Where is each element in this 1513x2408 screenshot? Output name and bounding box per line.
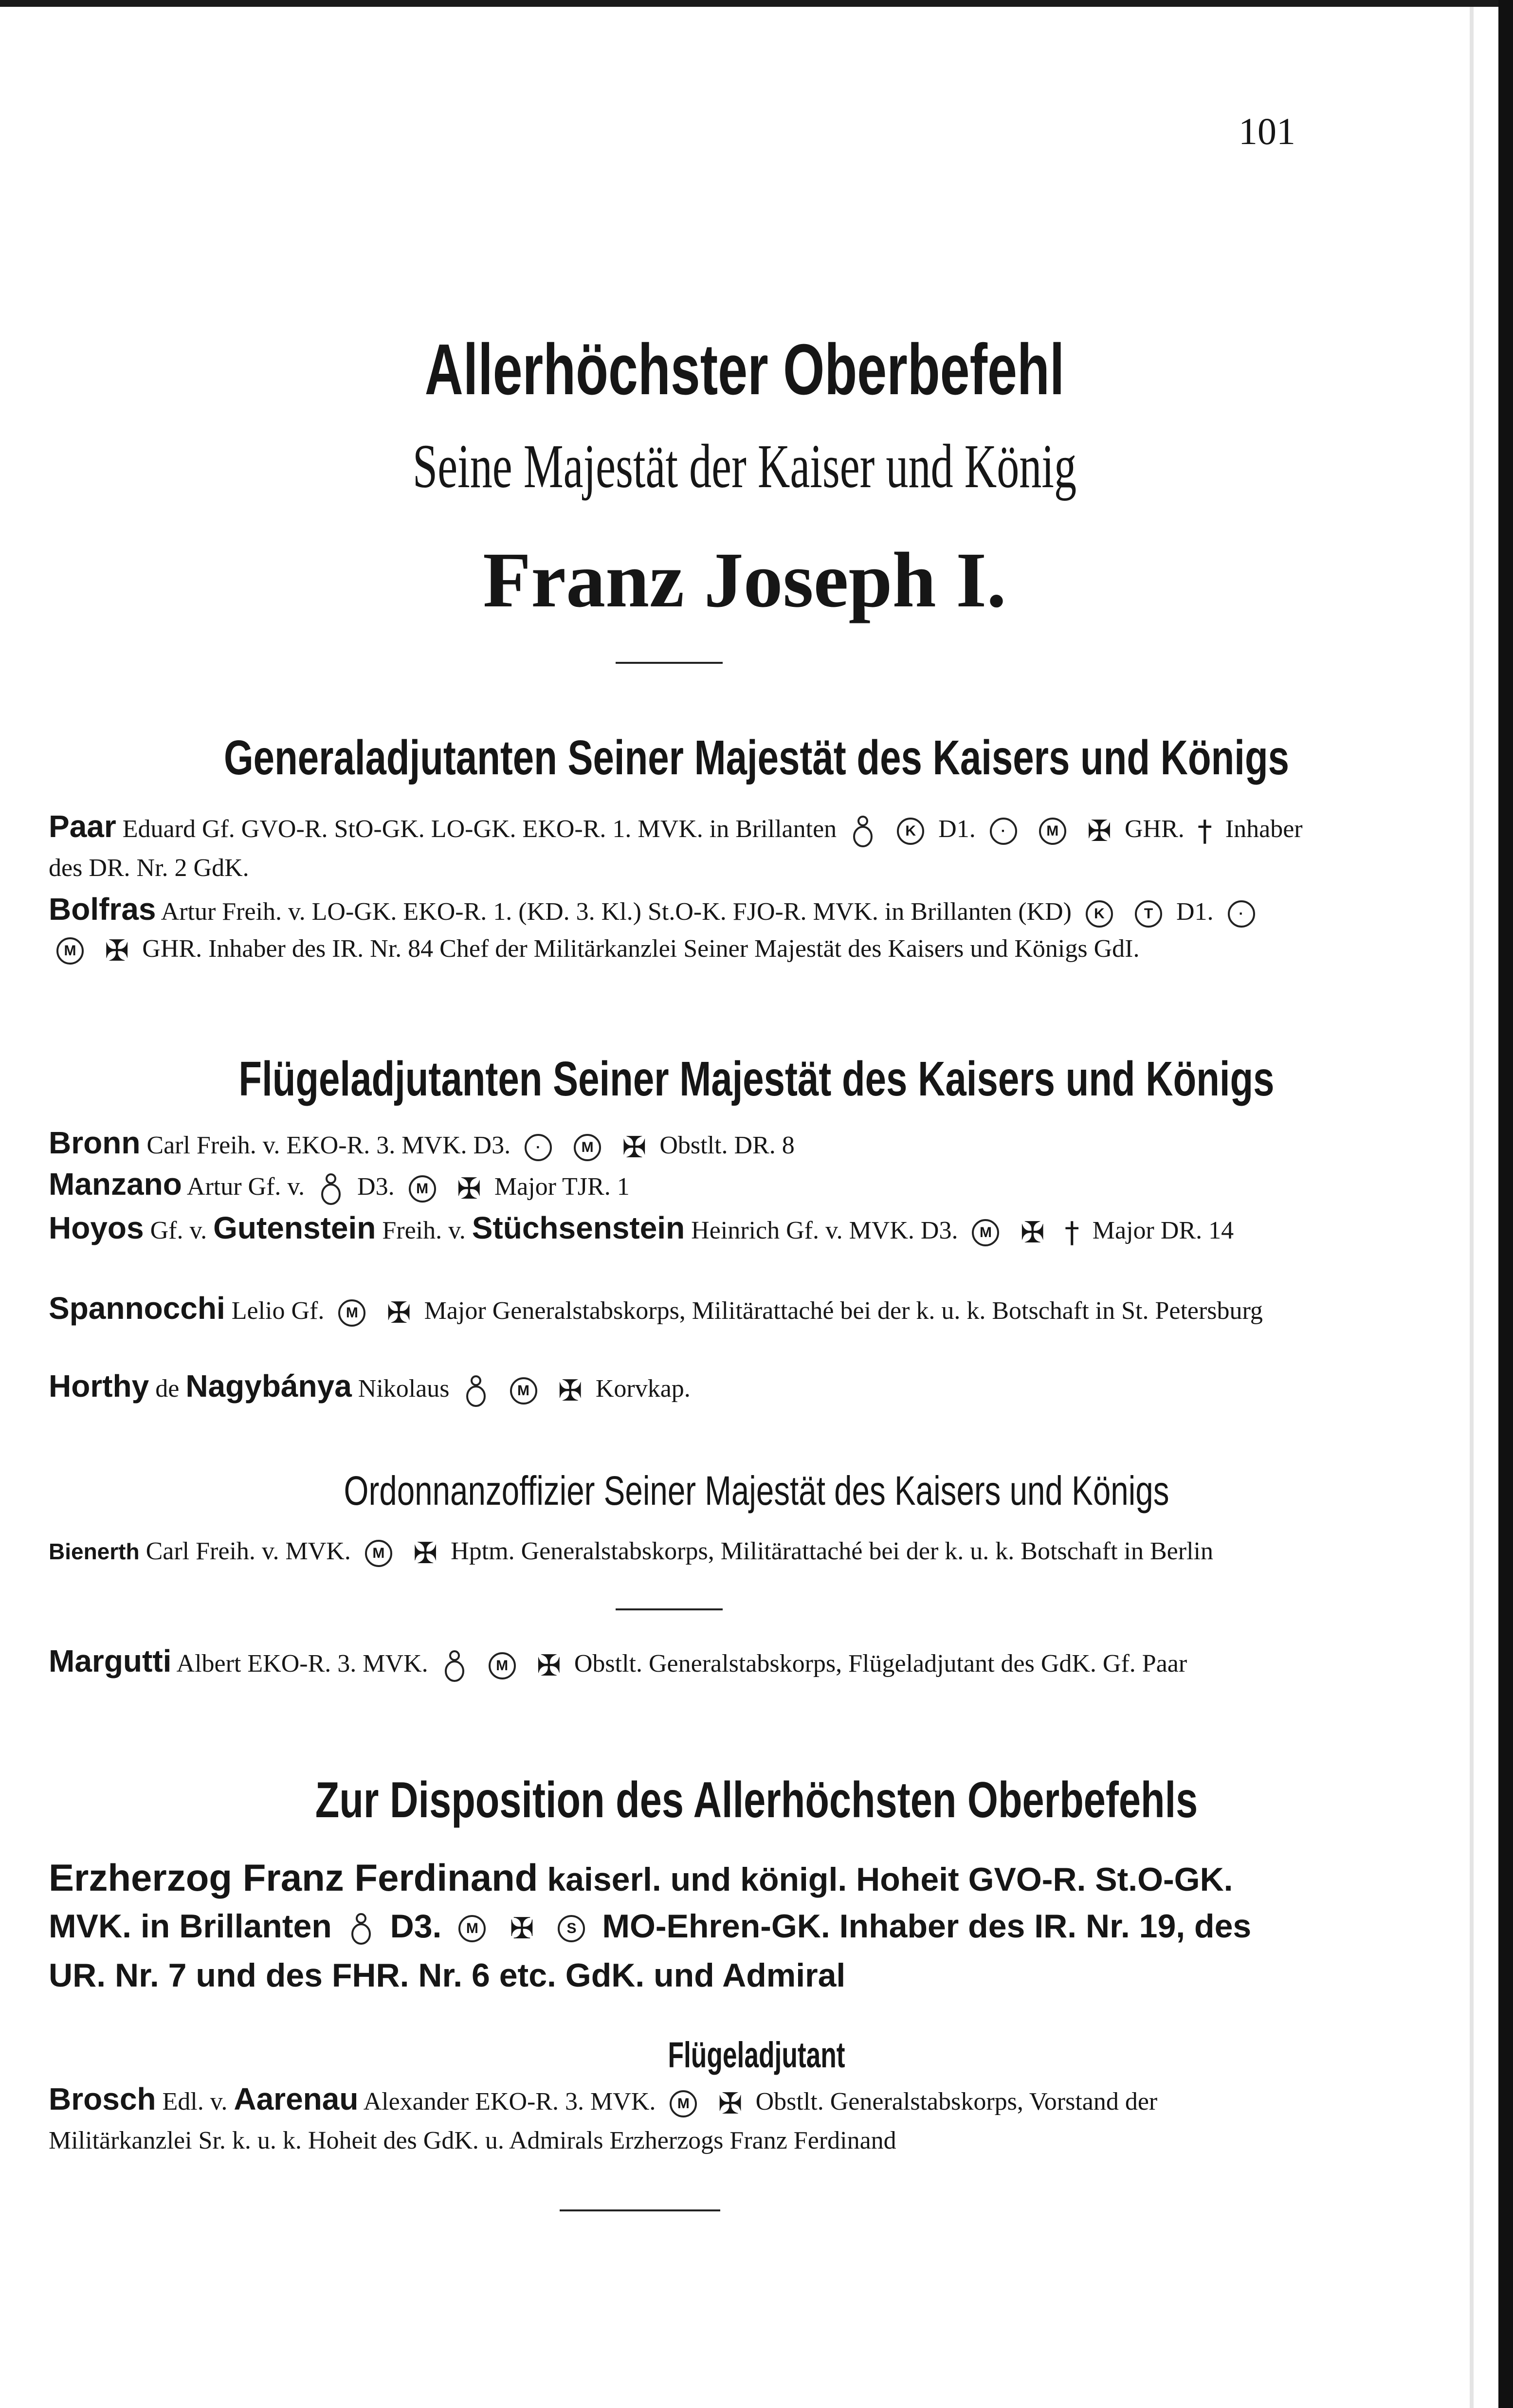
page-number: 101 <box>1239 110 1295 152</box>
m-circle-icon: M <box>458 1915 486 1942</box>
entry-text: Freih. v. <box>376 1217 472 1244</box>
entry-name: Manzano <box>49 1167 182 1202</box>
m-circle-icon: M <box>365 1540 392 1567</box>
entry-text: D3. <box>351 1173 395 1201</box>
entry-divider <box>616 1608 723 1610</box>
entry-text: Korvkap. <box>589 1375 691 1403</box>
section-heading-ordonnanzoffizier: Ordonnanzoffizier Seiner Majestät des Kaisers und Königs <box>344 1468 1169 1514</box>
entry-text: Gf. v. <box>144 1217 214 1244</box>
entry-text: Obstlt. Generalstabskorps, Flügeladjutant des GdK. Gf. Paar <box>567 1650 1187 1678</box>
dot-circle-icon: · <box>525 1134 552 1161</box>
dot-circle-icon: · <box>1228 900 1255 928</box>
dagger-icon: † <box>1197 814 1212 849</box>
cross-icon: ✠ <box>413 1536 438 1571</box>
m-circle-icon: M <box>1039 818 1066 845</box>
entry-text: MO-Ehren-GK. Inhaber des IR. Nr. 19, des UR. Nr. 7 und des FHR. Nr. 6 etc. GdK. und Admiral <box>49 1908 1252 1994</box>
entry-text: GHR. <box>1118 815 1185 843</box>
entry-spannocchi <box>49 1290 1304 1332</box>
s-circle-icon: S <box>558 1915 585 1942</box>
decoration-badge-icon <box>319 1172 343 1206</box>
m-circle-icon: M <box>338 1299 365 1327</box>
entry-franz-ferdinand <box>49 1854 1304 1999</box>
entry-manzano <box>49 1166 1304 1207</box>
dot-circle-icon: · <box>990 818 1017 845</box>
entry-hoyos <box>49 1209 1304 1251</box>
entry-text: Obstlt. DR. 8 <box>653 1131 795 1159</box>
entry-bronn <box>49 1124 1304 1166</box>
m-circle-icon: M <box>489 1652 516 1679</box>
entry-name: Bolfras <box>49 892 156 927</box>
t-circle-icon: T <box>1135 900 1162 928</box>
m-circle-icon: M <box>574 1134 601 1161</box>
decoration-badge-icon <box>464 1374 488 1408</box>
entry-paar <box>49 808 1304 887</box>
entry-name: Bronn <box>49 1125 141 1160</box>
emperor-name: Franz Joseph I. <box>483 537 1006 624</box>
entry-text: GHR. Inhaber des IR. Nr. 84 Chef der Militärkanzlei Seiner Majestät des Kaisers und Königs GdI. <box>136 935 1140 963</box>
entry-text: Lelio Gf. <box>225 1297 325 1325</box>
entry-text: Inhaber des DR. Nr. 2 GdK. <box>49 815 1303 882</box>
m-circle-icon: M <box>409 1175 436 1203</box>
cross-icon: ✠ <box>456 1172 481 1206</box>
cross-icon: ✠ <box>1087 814 1112 849</box>
entry-name: Bienerth <box>49 1539 140 1564</box>
entry-text: Albert EKO-R. 3. MVK. <box>171 1650 428 1678</box>
entry-text: D1. <box>932 815 976 843</box>
sub-heading-fluegeladjutant: Flügeladjutant <box>668 2035 845 2075</box>
entry-name: Hoyos <box>49 1210 144 1245</box>
scan-border-top <box>0 0 1513 7</box>
cross-icon: ✠ <box>105 934 129 968</box>
scan-border-right <box>1498 0 1513 2408</box>
m-circle-icon: M <box>972 1219 999 1246</box>
entry-margutti <box>49 1642 1304 1684</box>
entry-text: Major Generalstabskorps, Militärattaché bei der k. u. k. Botschaft in St. Petersburg <box>418 1297 1263 1325</box>
entry-text: de <box>149 1375 186 1403</box>
decoration-badge-icon <box>442 1649 467 1683</box>
m-circle-icon: M <box>56 937 84 965</box>
cross-icon: ✠ <box>1020 1216 1045 1250</box>
entry-name: Paar <box>49 809 116 844</box>
entry-name: Stüchsenstein <box>472 1210 685 1245</box>
page-subtitle: Seine Majestät der Kaiser und König <box>412 432 1077 501</box>
cross-icon: ✠ <box>510 1912 534 1946</box>
entry-text: D1. <box>1169 898 1214 926</box>
entry-brosch <box>49 2080 1304 2159</box>
entry-horthy <box>49 1368 1304 1409</box>
page-title: Allerhöchster Oberbefehl <box>424 329 1065 410</box>
entry-text: kaiserl. und königl. Hoheit GVO-R. St.O-GK. MVK. in Brillanten <box>49 1861 1233 1945</box>
section-heading-zur-disposition: Zur Disposition des Allerhöchsten Oberbefehls <box>315 1772 1198 1828</box>
entry-text: Nikolaus <box>351 1375 450 1403</box>
entry-text: Carl Freih. v. MVK. <box>139 1537 351 1565</box>
section-heading-generaladjutanten: Generaladjutanten Seiner Majestät des Kaisers und Königs <box>224 730 1289 785</box>
entry-text: Major DR. 14 <box>1086 1217 1234 1244</box>
entry-text: Major TJR. 1 <box>488 1173 630 1201</box>
entry-text: D3. <box>381 1908 442 1945</box>
k-circle-icon: K <box>1086 900 1113 928</box>
entry-name: Nagybánya <box>185 1368 352 1404</box>
entry-bolfras <box>49 891 1304 969</box>
cross-icon: ✠ <box>558 1374 583 1408</box>
entry-name: Gutenstein <box>213 1210 376 1245</box>
decoration-badge-icon <box>851 814 875 848</box>
entry-text: Alexander EKO-R. 3. MVK. <box>358 2088 656 2116</box>
entry-text: Artur Gf. v. <box>182 1173 305 1201</box>
m-circle-icon: M <box>510 1377 537 1405</box>
entry-name: Spannocchi <box>49 1291 225 1326</box>
section-heading-fluegeladjutanten: Flügeladjutanten Seiner Majestät des Kaisers und Königs <box>238 1052 1275 1106</box>
entry-bienerth <box>49 1533 1304 1572</box>
m-circle-icon: M <box>670 2090 697 2117</box>
cross-icon: ✠ <box>622 1131 647 1165</box>
entry-name: Erzherzog Franz Ferdinand <box>49 1856 538 1899</box>
cross-icon: ✠ <box>536 1649 561 1683</box>
entry-text: Artur Freih. v. LO-GK. EKO-R. 1. (KD. 3. Kl.) St.O-K. FJO-R. MVK. in Brillanten (KD) <box>156 898 1072 926</box>
entry-text: Eduard Gf. GVO-R. StO-GK. LO-GK. EKO-R. 1. MVK. in Brillanten <box>116 815 837 843</box>
k-circle-icon: K <box>897 818 924 845</box>
entry-name: Margutti <box>49 1643 172 1678</box>
entry-text: Carl Freih. v. EKO-R. 3. MVK. D3. <box>140 1131 511 1159</box>
entry-text: Obstlt. Generalstabskorps, Vorstand der Militärkanzlei Sr. k. u. k. Hoheit des GdK. u. Admirals Erzherzogs Franz Ferdinand <box>49 2088 1158 2155</box>
dagger-icon: † <box>1064 1216 1079 1250</box>
entry-text: Heinrich Gf. v. MVK. D3. <box>685 1217 958 1244</box>
entry-name: Horthy <box>49 1368 149 1404</box>
entry-text: Hptm. Generalstabskorps, Militärattaché bei der k. u. k. Botschaft in Berlin <box>444 1537 1213 1565</box>
title-divider <box>616 662 723 664</box>
entry-name: Brosch <box>49 2081 156 2116</box>
page-end-divider <box>560 2209 720 2211</box>
entry-name: Aarenau <box>234 2081 359 2116</box>
decoration-badge-icon <box>349 1912 373 1946</box>
cross-icon: ✠ <box>718 2087 743 2121</box>
entry-text: Edl. v. <box>156 2088 234 2116</box>
page-edge <box>1470 7 1474 2408</box>
cross-icon: ✠ <box>386 1296 411 1331</box>
